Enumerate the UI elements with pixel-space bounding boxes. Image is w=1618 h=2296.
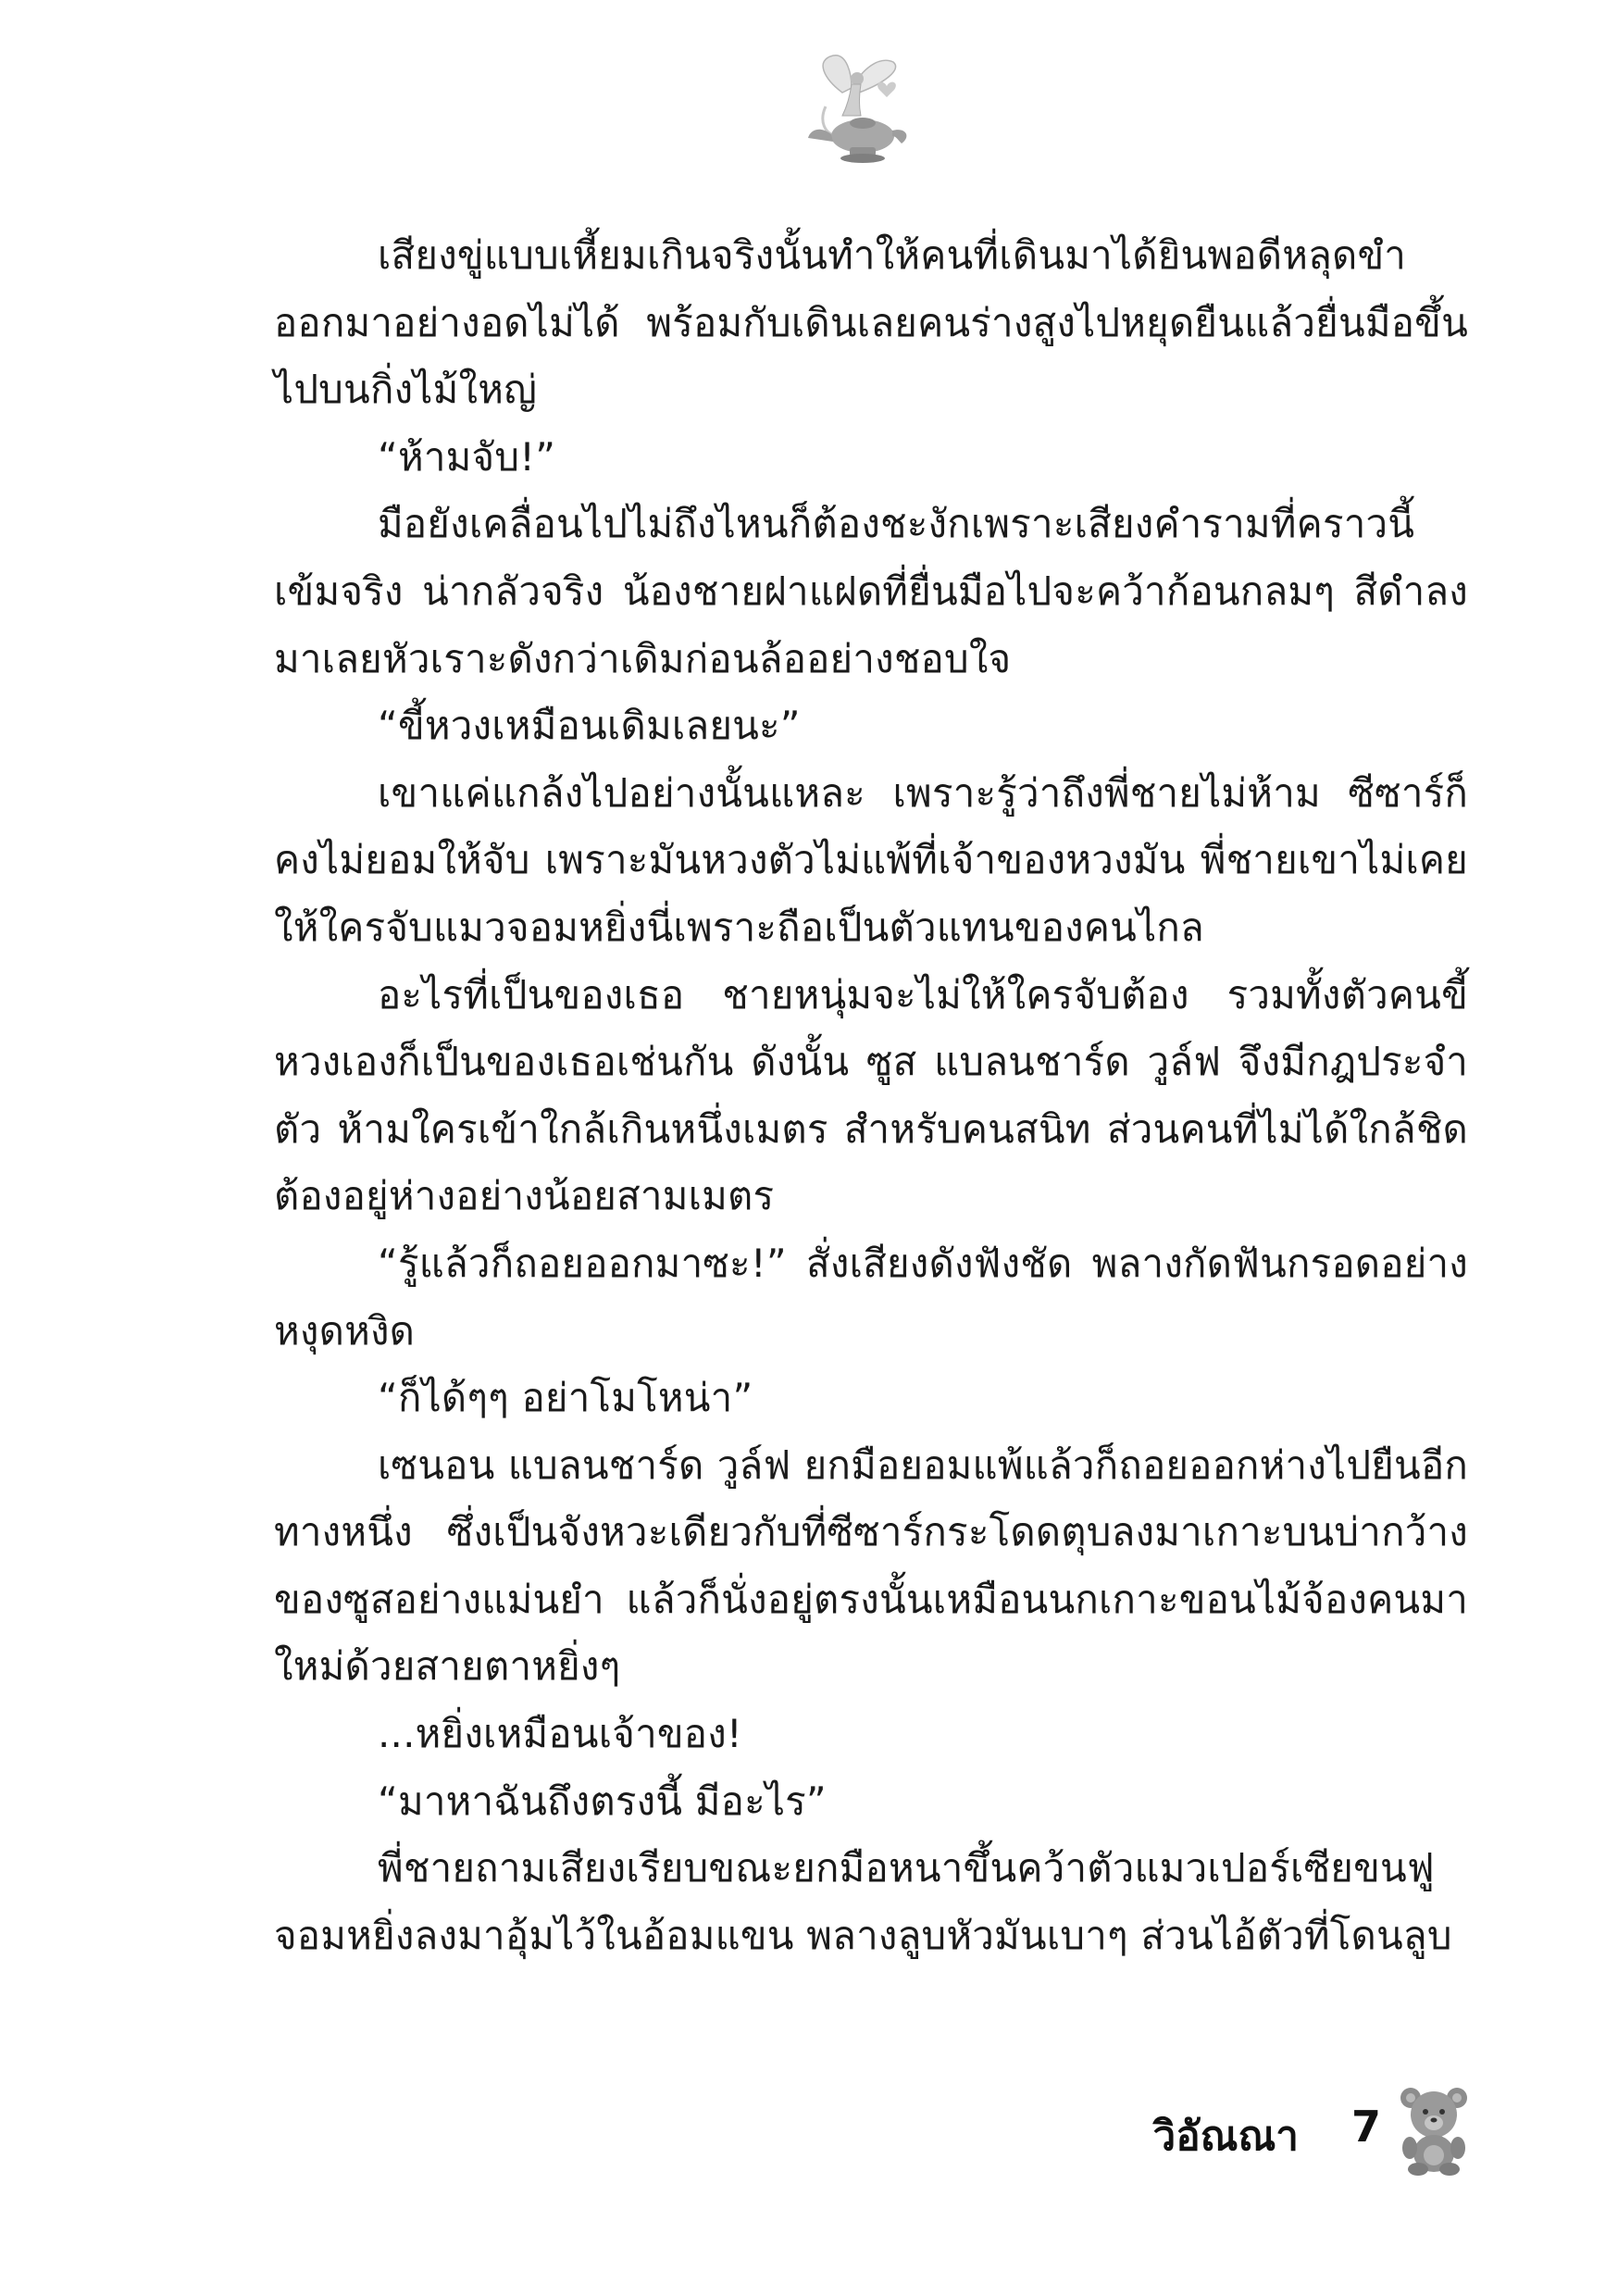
paragraph: “ห้ามจับ!” [378,433,556,480]
fairy-teapot-icon [805,51,916,167]
paragraph: พี่ชายถามเสียงเรียบขณะยกมือหนาขึ้นคว้าตัวแมวเปอร์เซียขนฟูจอมหยิ่งลงมาอุ้มไว้ในอ้อมแขน พลางลูบหัวมันเบาๆ ส่วนไอ้ตัวที่โดนลูบ [274,1845,1452,1958]
paragraph: “ขี้หวงเหมือนเดิมเลยนะ” [378,703,801,749]
page-footer [0,2083,1618,2185]
book-title: วิอัณณา [1152,2113,1299,2160]
paragraph: “มาหาฉันถึงตรงนี้ มีอะไร” [378,1778,827,1824]
teddy-bear-icon [1396,2083,1472,2176]
page-number: 7 [1351,2102,1382,2152]
paragraph: เขาแค่แกล้งไปอย่างนั้นแหละ เพราะรู้ว่าถึงพี่ชายไม่ห้าม ซีซาร์ก็คงไม่ยอมให้จับ เพราะมันหวงตัวไม่แพ้ที่เจ้าของหวงมัน พี่ชายเขาไม่เคยให้ใครจับแมวจอมหยิ่งนี่เพราะถือเป็นตัวแทนของคนไกล [274,769,1468,950]
paragraph: อะไรที่เป็นของเธอ ชายหนุ่มจะไม่ให้ใครจับต้อง รวมทั้งตัวคนขี้หวงเองก็เป็นของเธอเช่นกัน ดังนั้น ซูส แบลนชาร์ด วูล์ฟ จึงมีกฎประจำตัว ห้ามใครเข้าใกล้เกินหนึ่งเมตร สำหรับคนสนิท ส่วนคนที่ไม่ได้ใกล้ชิดต้องอยู่ห่างอย่างน้อยสามเมตร [274,971,1468,1219]
paragraph: ...หยิ่งเหมือนเจ้าของ! [378,1711,742,1757]
body-text [274,222,1468,1969]
paragraph: เซนอน แบลนชาร์ด วูล์ฟ ยกมือยอมแพ้แล้วก็ถอยออกห่างไปยืนอีกทางหนึ่ง ซึ่งเป็นจังหวะเดียวกับที่ซีซาร์กระโดดตุบลงมาเกาะบนบ่ากว้างของซูสอย่างแม่นยำ แล้วก็นั่งอยู่ตรงนั้นเหมือนนกเกาะขอนไม้จ้องคนมาใหม่ด้วยสายตาหยิ่งๆ [274,1441,1468,1690]
paragraph: “รู้แล้วก็ถอยออกมาซะ!” สั่งเสียงดังฟังชัด พลางกัดฟันกรอดอย่างหงุดหงิด [274,1240,1468,1354]
paragraph: มือยังเคลื่อนไปไม่ถึงไหนก็ต้องชะงักเพราะเสียงคำรามที่คราวนี้เข้มจริง น่ากลัวจริง น้องชายฝาแฝดที่ยื่นมือไปจะคว้าก้อนกลมๆ สีดำลงมาเลยหัวเราะดังกว่าเดิมก่อนล้ออย่างชอบใจ [274,501,1468,681]
paragraph: “ก็ได้ๆๆ อย่าโมโหน่า” [378,1375,753,1421]
paragraph: เสียงขู่แบบเหี้ยมเกินจริงนั้นทำให้คนที่เดินมาได้ยินพอดีหลุดขำออกมาอย่างอดไม่ได้ พร้อมกับเดินเลยคนร่างสูงไปหยุดยืนแล้วยื่นมือขึ้นไปบนกิ่งไม้ใหญ่ [274,232,1468,413]
